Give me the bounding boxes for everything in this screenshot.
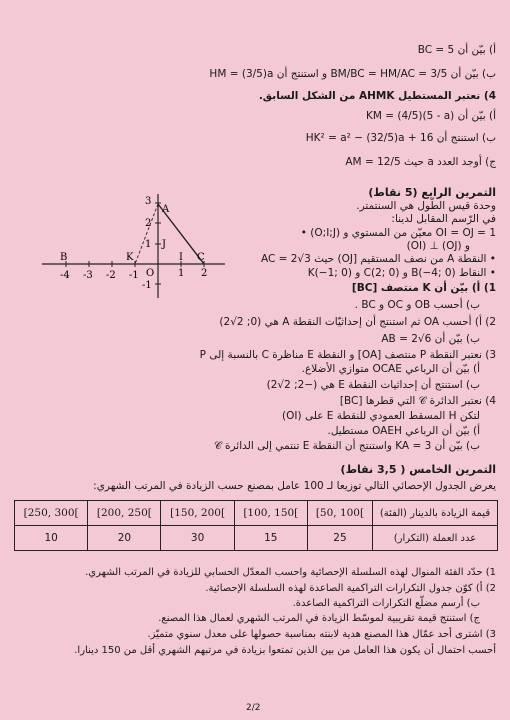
ex5-title: التمرين الخامس ( 3,5 نقاط) (340, 463, 496, 476)
table-header-count: عدد العملة (التكرار) (373, 526, 498, 551)
ex5-question: 2) أ) كوّن جدول التكرارات التراكمية الصاعدة لهذه السلسلة الإحصائية. (205, 583, 496, 594)
q-km: أ) بيّن أن KM = (4/5)(5 - a) (365, 110, 496, 122)
ex4-line: في الرّسم المقابل لدينا: (391, 213, 496, 225)
point-a-label: A (162, 204, 170, 215)
ex4-line: أ) بيّن أن الرباعي OCAE متوازي الأضلاع. (301, 363, 480, 375)
q-hm: ب) بيّن أن BM/BC = HM/AC = 3/5 و استنتج أن HM = (3/5)a (209, 68, 496, 80)
point-k-label: K (126, 252, 134, 263)
ex4-line: 3) نعتبر النقطة P منتصف [OA] و النقطة E مناظرة C بالنسبة إلى P (199, 349, 496, 361)
ex4-line: • (O;I;J) معيّن من المستوي و OI = OJ = 1 (300, 227, 496, 239)
ex4-line: • النقاط B(−4; 0) و C(2; 0) و K(−1; 0) (307, 267, 496, 279)
segment-ka (135, 204, 158, 264)
ex4-line: أ) بيّن أن الرباعي OAEH مستطيل. (327, 425, 480, 437)
ex4-line: • النقطة A من نصف المستقيم [OJ) حيث AC = 2√3 (260, 253, 496, 265)
origin-label: O (146, 268, 155, 279)
table-header-class: قيمة الزيادة بالدينار (الفئة) (373, 501, 498, 526)
q4-intro: 4) نعتبر المستطيل AHMK من الشكل السابق. (258, 90, 496, 102)
ex5-question: أحسب احتمال أن يكون هذا العامل من بين الذين تمتعوا بزيادة في مرتبهم الشهري أقل من 150 دينارا. (74, 645, 496, 656)
ex4-line: 2) أ) أحسب OA ثم استنتج أن إحداثيّات النقطة A هي (0; 2√2) (219, 316, 496, 328)
x-tick-label: 2 (201, 268, 208, 279)
coordinate-graph (40, 190, 240, 305)
table-cell: [100, 150[ (234, 501, 307, 526)
frequency-table (14, 500, 498, 551)
point-c-label: C (197, 252, 205, 263)
y-tick-label: 2 (145, 218, 152, 229)
ex4-line: وحدة قيس الطّول هي السنتمتر. (356, 200, 496, 212)
ex5-question: ج) استنتج قيمة تقريبية لموسّط الزيادة في المرتب الشهري لعمال هذا المصنع. (158, 613, 480, 624)
x-tick-label: 1 (178, 268, 185, 279)
ex4-line: ب) بيّن أن AB = 2√6 (381, 333, 480, 345)
ex5-question: ب) أرسم مضلّع التكرارات التراكمية الصاعدة. (292, 598, 480, 609)
ex5-intro: يعرض الجدول الإحصائي التالي توزيعا لـ 100 عامل بمصنع حسب الزيادة في المرتب الشهري: (93, 480, 496, 492)
table-cell: [250, 300[ (15, 501, 88, 526)
ex5-question: 1) حدّد الفئة المنوال لهذه السلسلة الإحصائية واحسب المعدّل الحسابي للزيادة في المرتب الشهري. (85, 567, 496, 578)
q-hk: ب) استنتج أن HK² = a² − (32/5)a + 16 (305, 132, 496, 144)
table-row (15, 501, 498, 526)
ex4-line: لتكن H المسقط العمودي للنقطة E على (OI) (282, 410, 480, 422)
x-tick-label: -2 (106, 270, 116, 281)
ex4-line: ب) استنتج أن إحداثيات النقطة E هي (−2; 2√2) (266, 379, 480, 391)
ex4-line: ب) بيّن أن KA = 3 واستنتج أن النقطة E تنتمي إلى الدائرة 𝒞 (213, 440, 480, 452)
table-row (15, 526, 498, 551)
y-tick-label: 3 (145, 196, 152, 207)
table-cell: 10 (15, 526, 88, 551)
table-cell: 20 (88, 526, 161, 551)
ex4-line: (OI) ⊥ (OJ) و (406, 240, 470, 252)
page-number: 2/2 (246, 703, 261, 713)
table-cell: [200, 250[ (88, 501, 161, 526)
ex4-line: ب) أحسب OB و OC و BC . (354, 299, 480, 311)
table-cell: [150, 200[ (161, 501, 234, 526)
ex4-line: 1) أ) بيّن أن K منتصف [BC] (351, 282, 496, 294)
table-cell: 15 (234, 526, 307, 551)
x-tick-label: -1 (129, 270, 139, 281)
table-cell: 30 (161, 526, 234, 551)
y-tick-label: 1 (145, 239, 152, 250)
x-tick-label: -4 (60, 270, 70, 281)
point-i-label: I (179, 252, 183, 263)
ex5-question: 3) اشترى أحد عمّال هذا المصنع هدية لابنته بمناسبة حصولها على معدل سنوي متميّز. (147, 629, 496, 640)
ex4-title: التمرين الرابع (5 نقاط) (368, 186, 496, 199)
y-tick-label: -1 (142, 280, 152, 291)
q-am: ج) أوجد العدد a حيث AM = 12/5 (345, 156, 496, 168)
q-bc: أ) بيّن أن BC = 5 (417, 44, 496, 56)
x-tick-label: -3 (83, 270, 93, 281)
point-j-label: J (162, 239, 167, 250)
ex4-line: 4) نعتبر الدائرة 𝒞 التي قطرها [BC] (339, 395, 496, 407)
table-cell: 25 (307, 526, 372, 551)
point-b-label: B (60, 252, 68, 263)
table-cell: [50, 100[ (307, 501, 372, 526)
